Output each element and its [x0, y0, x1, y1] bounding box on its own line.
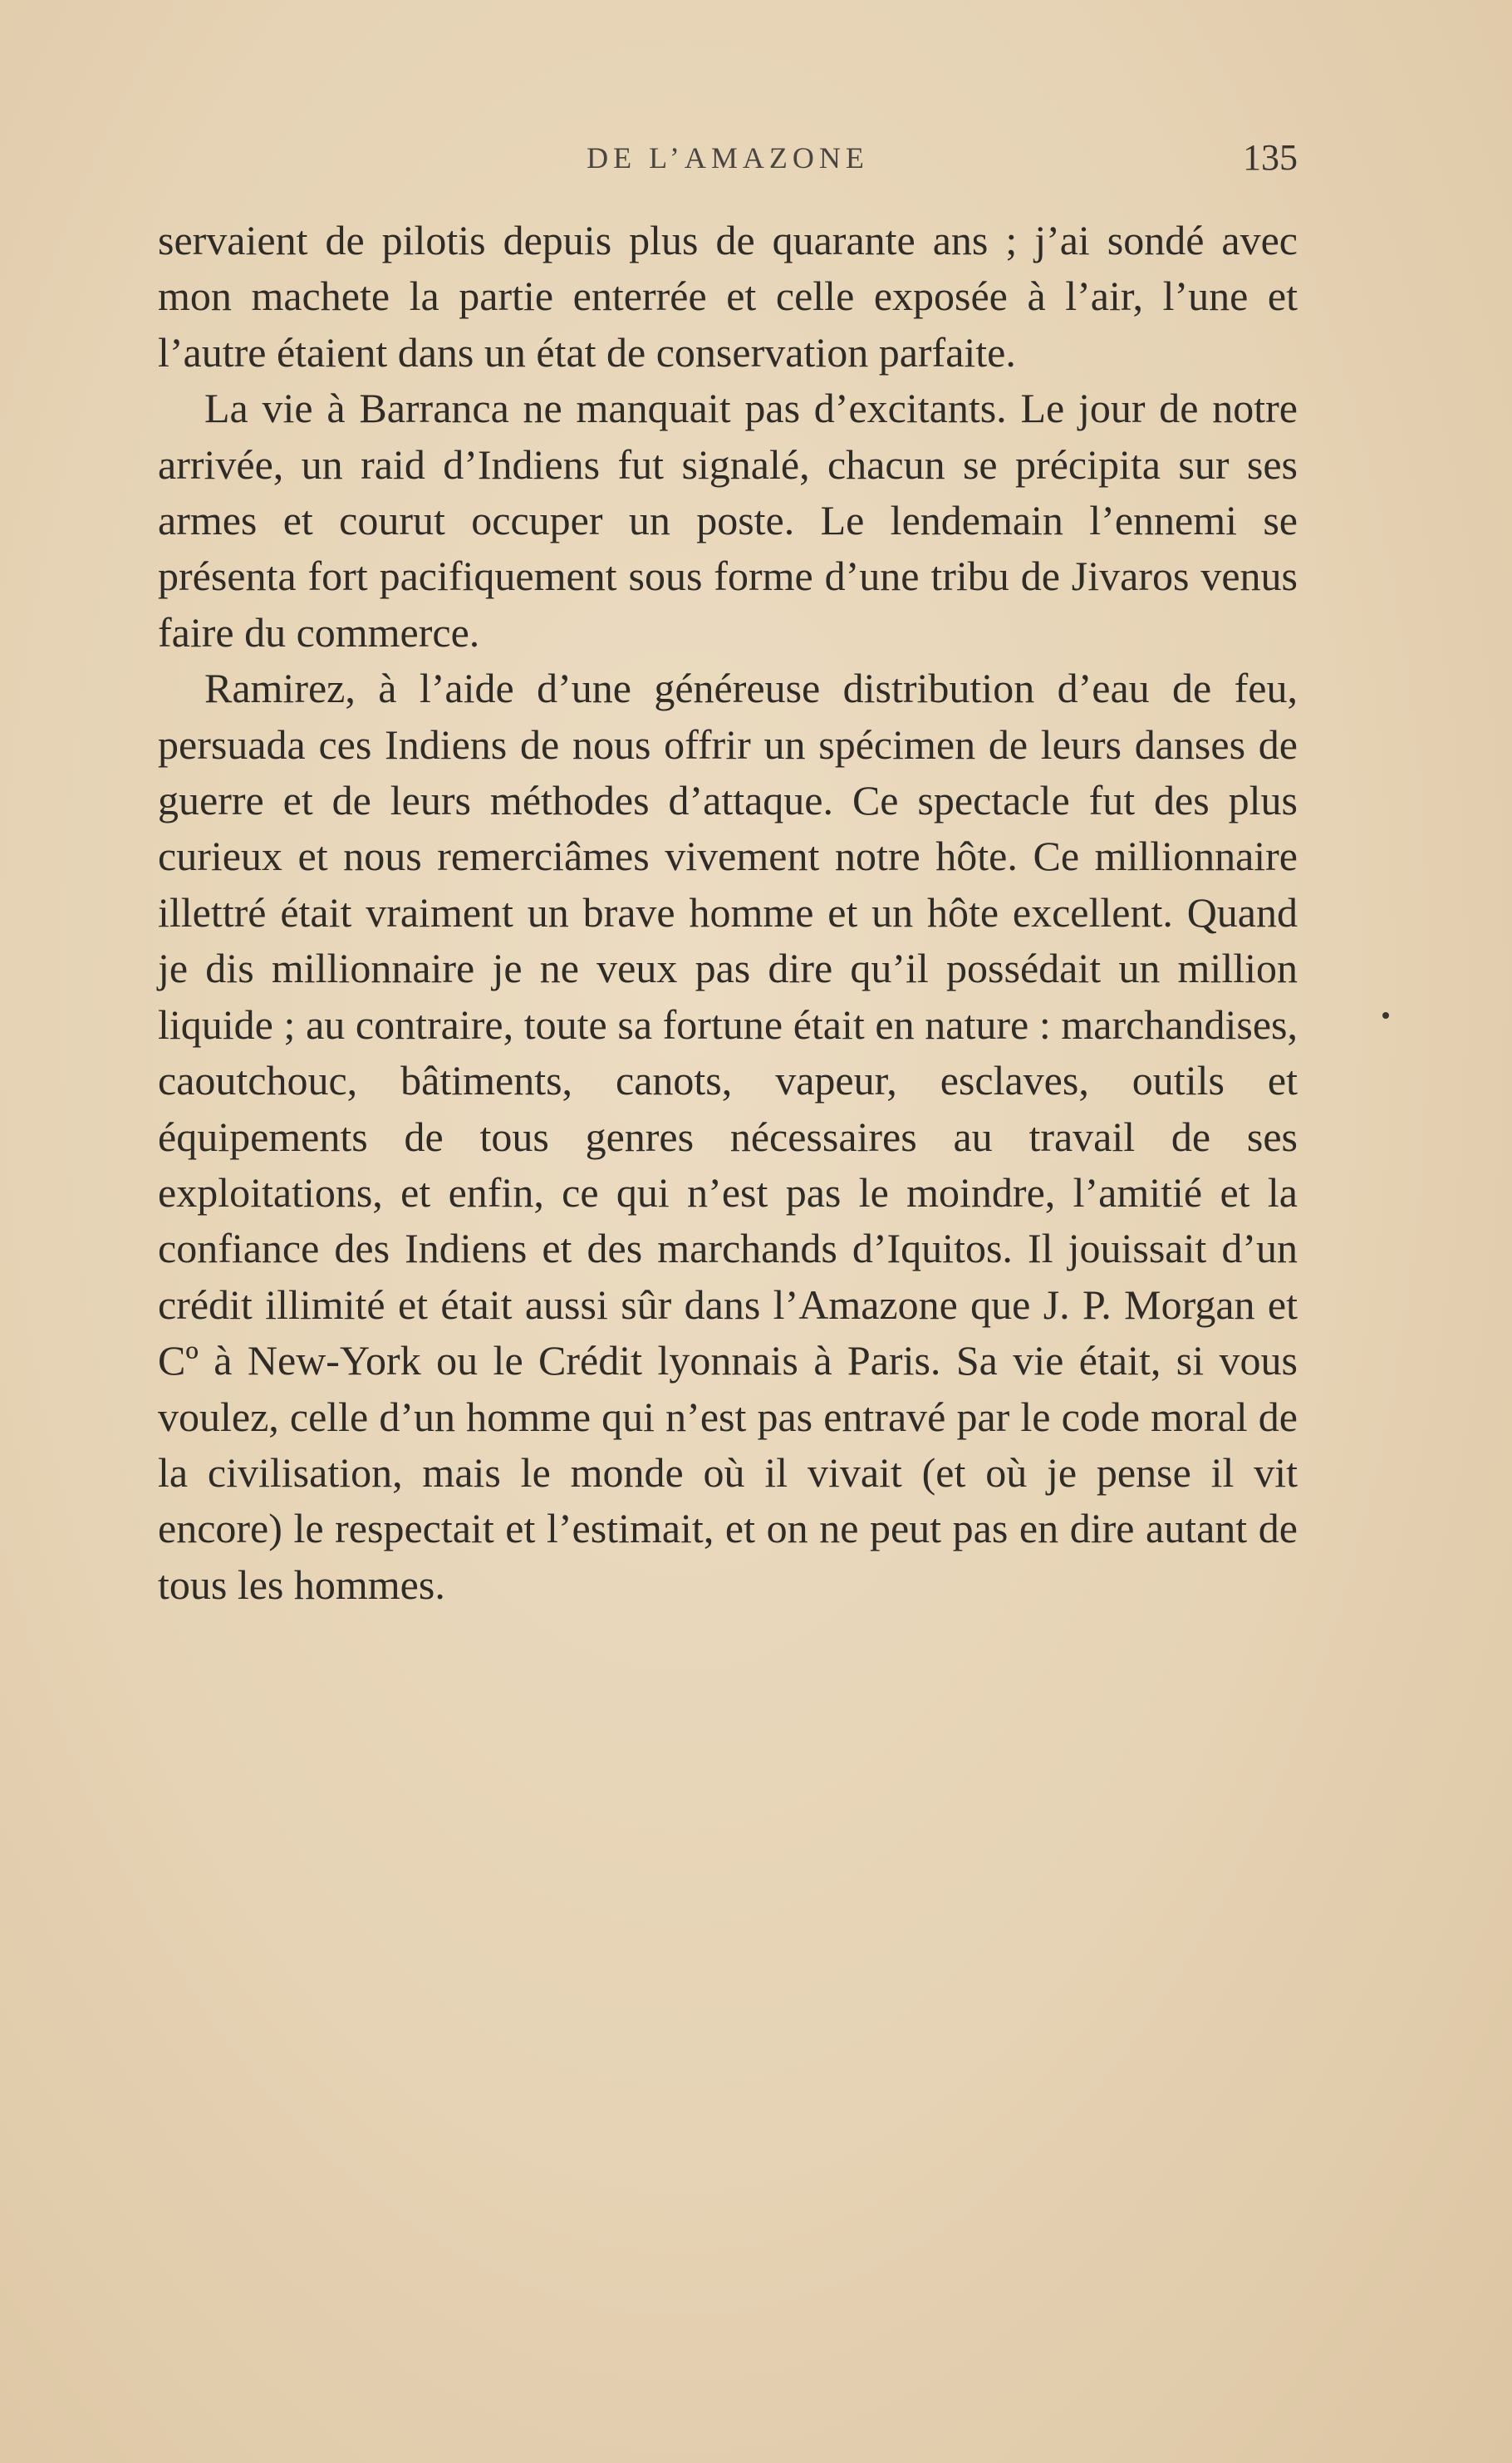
- body-text: [158, 213, 1298, 1613]
- running-title: DE L’AMAZONE: [587, 141, 869, 175]
- paragraph-2: La vie à Barranca ne manquait pas d’excitants. Le jour de notre arrivée, un raid d’Indiens fut signalé, chacun se précipita sur ses armes et courut occuper un poste. Le lendemain l’ennemi se présenta fort pacifiquement sous forme d’une tribu de Jivaros venus faire du commerce.: [158, 385, 1298, 656]
- paragraph-1: servaient de pilotis depuis plus de quarante ans ; j’ai sondé avec mon machete la partie enterrée et celle exposée à l’air, l’une et l’autre étaient dans un état de conservation parfaite.: [158, 217, 1298, 376]
- ink-speck: [1382, 1012, 1389, 1019]
- page-header: [158, 133, 1298, 183]
- paragraph-3: Ramirez, à l’aide d’une généreuse distribution d’eau de feu, persuada ces Indiens de nous offrir un spécimen de leurs danses de guerre et de leurs méthodes d’attaque. Ce spectacle fut des plus curieux et nous remerciâmes vivement notre hôte. Ce millionnaire illettré était vraiment un brave homme et un hôte excellent. Quand je dis millionnaire je ne veux pas dire qu’il possédait un million liquide ; au contraire, toute sa fortune était en nature : marchandises, caoutchouc, bâtiments, canots, vapeur, esclaves, outils et équipements de tous genres nécessaires au travail de ses exploitations, et enfin, ce qui n’est pas le moindre, l’amitié et la confiance des Indiens et des marchands d’Iquitos. Il jouissait d’un crédit illimité et était aussi sûr dans l’Amazone que J. P. Morgan et Cº à New-York ou le Crédit lyonnais à Paris. Sa vie était, si vous voulez, celle d’un homme qui n’est pas entravé par le code moral de la civilisation, mais le monde où il vivait (et où je pense il vit encore) le respectait et l’estimait, et on ne peut pas en dire autant de tous les hommes.: [158, 665, 1298, 1608]
- page-number: 135: [1243, 137, 1298, 178]
